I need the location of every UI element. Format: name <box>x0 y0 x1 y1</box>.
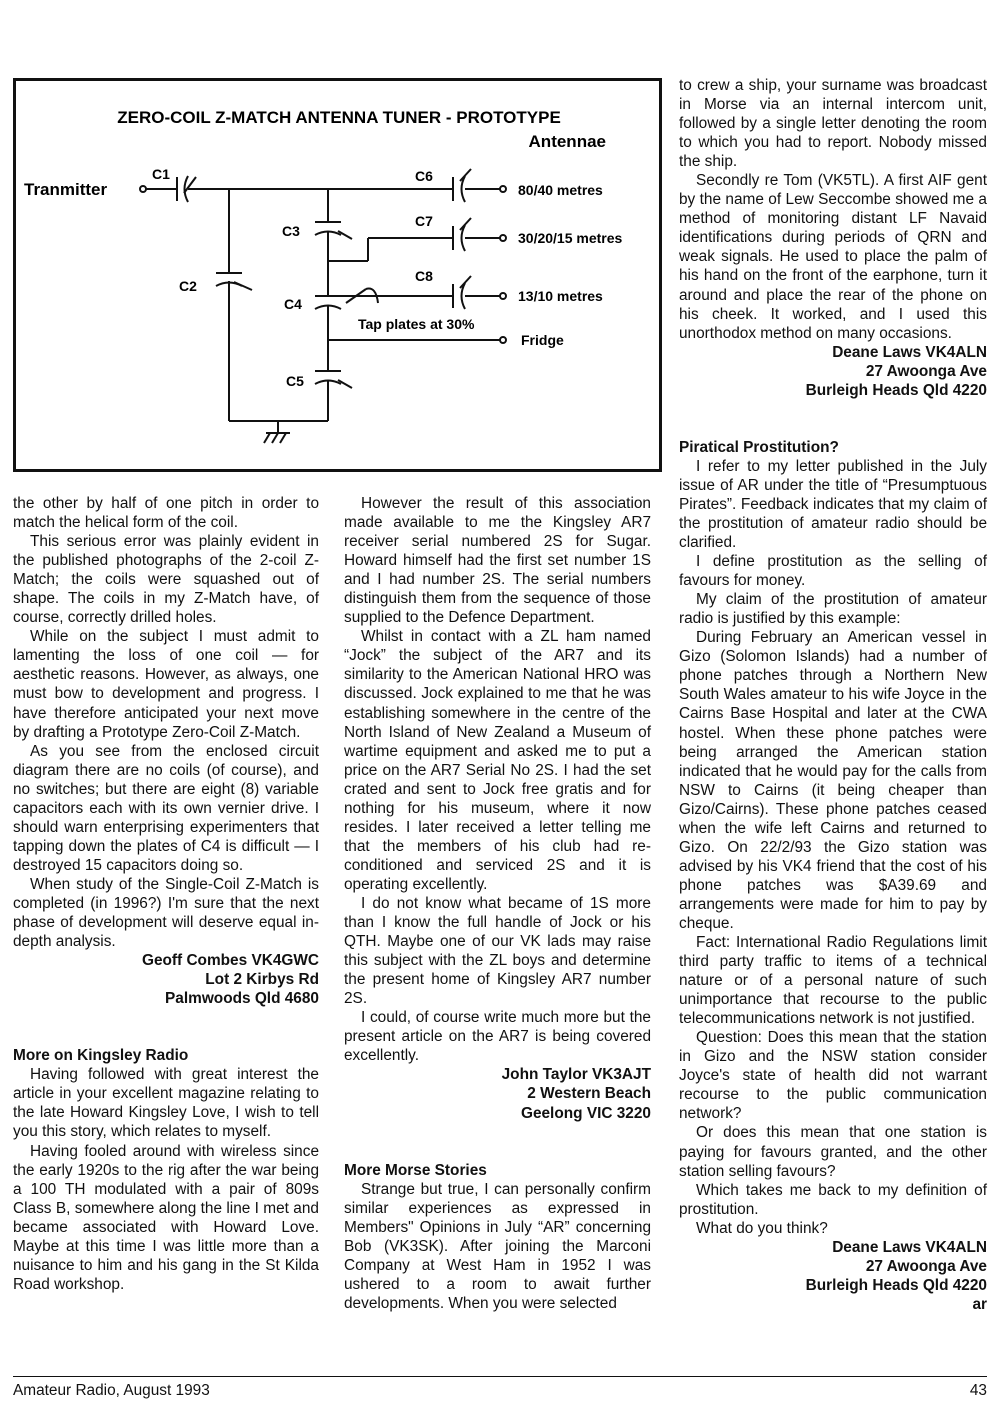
signature-line: 27 Awoonga Ave <box>865 362 987 380</box>
col1-paragraph: While on the subject I must admit to lamenting the loss of one coil — for aesthetic reasons. However, as always, one must bow to development and progress. I have therefore anticipated your next move by drafting a Prototype Zero-Coil Z-Match. <box>13 628 319 741</box>
c4-label: C4 <box>284 296 302 312</box>
output-13-10: 13/10 metres <box>518 288 603 304</box>
col3-paragraph: Or does this mean that one station is paying for favours granted, and the other station selling favours? <box>679 1124 987 1180</box>
col1-paragraph: When study of the Single-Coil Z-Match is completed (in 1996?) I'm sure that the next phase of development will deserve equal in-depth analysis. <box>13 875 319 951</box>
signature-line: 27 Awoonga Ave <box>865 1257 987 1275</box>
col1-paragraph: Having fooled around with wireless since the early 1920s to the rig after the war being a 100 TH modulated with a pair of 809s Class B, somewhere along the line I met and became associated with Howard Love. Maybe at this time I was little more than a nuisance to him and his gang in the St Kilda Road workshop. <box>13 1142 319 1293</box>
c3-label: C3 <box>282 223 300 239</box>
col2-paragraph: Whilst in contact with a ZL ham named “Jock” the subject of the AR7 and its similarity to the American National HRO was discussed. Jock explained to me that he was establishing somewhere in the centre of the North Island of New Zealand a Museum of wartime equipment and asked me to put a price on the AR7 Serial No 2S. I had the set crated and sent to Jock free gratis and for nothing for his museum, where it now resides. I later received a letter telling me that the members of his club had re-conditioned and serviced 2S and it is operating excellently. <box>344 628 651 893</box>
col3-paragraph: I define prostitution as the selling of favours for money. <box>679 553 987 590</box>
circuit-figure <box>13 78 662 472</box>
footer-publication: Amateur Radio, August 1993 <box>13 1382 210 1399</box>
col3-paragraph: Secondly re Tom (VK5TL). A first AIF gent by the name of Lew Seccombe showed me a method of monitoring distant LF Navaid identifications during periods of QRN and weak signals. He used to place the palm of his hand on the front of the earphone, turn it around and place the rear of the phone on his cheek. It worked, and I used this unorthodox method on many occasions. <box>679 172 987 342</box>
signature-line: John Taylor VK3AJT <box>501 1066 651 1084</box>
tap-note: Tap plates at 30% <box>358 316 475 332</box>
col3-paragraph: Fact: International Radio Regulations limit third party traffic to items of a technical nature or of a personal nature of such unimportance that recourse to the public telecommunications network is not justified. <box>679 934 987 1028</box>
c1-label: C1 <box>152 166 170 182</box>
output-fridge: Fridge <box>521 332 564 348</box>
col3-paragraph: to crew a ship, your surname was broadcast in Morse via an internal intercom unit, followed by a single letter denoting the room to which you had to report. Nobody missed the ship. <box>679 77 987 171</box>
c6-label: C6 <box>415 168 433 184</box>
col2-paragraph: I do not know what became of 1S more than I know the full handle of Jock or his QTH. Maybe one of our VK lads may raise this subject with the ZL boys and determine the present home of Kingsley AR7 number 2S. <box>344 894 651 1008</box>
signature-taylor <box>344 1065 651 1122</box>
column-3 <box>679 76 987 1314</box>
col2-paragraph: However the result of this association made available to me the Kingsley AR7 receiver serial numbered 2S for Sugar. Howard himself had the first set number 1S and I had number 2S. The serial numbers distinguish them from the sequence of those supplied to the Defence Department. <box>344 495 651 627</box>
col1-paragraph: As you see from the enclosed circuit diagram there are no coils (of course), and no switches; but there are eight (8) variable capacitors each with its own vernier drive. I should warn enterprising experimenters that tapping down the plates of C4 is difficult — I destroyed 15 capacitors doing so. <box>13 742 319 874</box>
c8-label: C8 <box>415 268 433 284</box>
circuit-diagram <box>16 81 665 475</box>
end-mark: ar <box>972 1295 987 1313</box>
output-30-20-15: 30/20/15 metres <box>518 230 623 246</box>
col1-paragraph: This serious error was plainly evident in the published photographs of the 2-coil Z-Match; the coils were squashed out of shape. The coils in my Z-Match have, of course, correctly drilled holes. <box>13 533 319 627</box>
c5-label: C5 <box>286 373 304 389</box>
page-footer <box>13 1376 987 1399</box>
heading-kingsley-radio: More on Kingsley Radio <box>13 1047 189 1065</box>
col1-paragraph: Having followed with great interest the article in your excellent magazine relating to the late Howard Kingsley Love, I wish to tell you this story, which relates to myself. <box>13 1066 319 1141</box>
signature-reynolds <box>679 343 987 400</box>
col3-paragraph: Question: Does this mean that the station in Gizo and the NSW station consider Joyce's state of health did not warrant recourse to the public communication network? <box>679 1029 987 1123</box>
col2-paragraph: I could, of course write much more but the present article on the AR7 is being covered excellently. <box>344 1009 651 1065</box>
c7-label: C7 <box>415 213 433 229</box>
signature-line: Lot 2 Kirbys Rd <box>205 971 319 989</box>
signature-line: Burleigh Heads Qld 4220 <box>805 381 987 399</box>
signature-line: 2 Western Beach <box>527 1085 651 1103</box>
col2-paragraph: Strange but true, I can personally confirm similar experiences as expressed in Members" Opinions in July “AR” concerning Bob (VK3SK). After joining the Marconi Company at West Ham in 1952 I was ushered to a room to await further developments. When you were selected <box>344 1180 651 1312</box>
col3-paragraph: My claim of the prostitution of amateur radio is justified by this example: <box>679 591 987 628</box>
signature-line: Palmwoods Qld 4680 <box>165 990 319 1008</box>
transmitter-label: Tranmitter <box>24 180 108 199</box>
col3-paragraph: What do you think? <box>696 1219 828 1237</box>
input-terminal <box>140 186 146 192</box>
heading-piratical-prostitution: Piratical Prostitution? <box>679 438 839 456</box>
signature-laws <box>679 1238 987 1314</box>
antennae-label: Antennae <box>528 132 606 151</box>
col3-paragraph: Which takes me back to my definition of prostitution. <box>679 1181 987 1218</box>
signature-line: Deane Laws VK4ALN <box>832 343 987 361</box>
signature-line: Deane Laws VK4ALN <box>832 1238 987 1256</box>
column-2 <box>344 494 651 1313</box>
output-80-40: 80/40 metres <box>518 182 603 198</box>
c2-label: C2 <box>179 278 197 294</box>
signature-line: Geoff Combes VK4GWC <box>141 952 319 970</box>
col3-paragraph: I refer to my letter published in the July issue of AR under the title of “Presumptuous Pirates”. Feedback indicates that my claim of the prostitution of amateur radio should be clarified. <box>679 457 987 552</box>
page-number: 43 <box>969 1382 987 1399</box>
figure-title: ZERO-COIL Z-MATCH ANTENNA TUNER - PROTOTYPE <box>117 108 561 127</box>
column-1 <box>13 494 319 1294</box>
signature-combes <box>13 951 319 1008</box>
heading-morse-stories: More Morse Stories <box>344 1161 487 1179</box>
col1-paragraph: the other by half of one pitch in order to match the helical form of the coil. <box>13 495 319 532</box>
signature-line: Burleigh Heads Qld 4220 <box>805 1276 987 1294</box>
col3-paragraph: During February an American vessel in Gizo (Solomon Islands) had a number of phone patches through a Northern New South Wales amateur to his wife Joyce in the Cairns Base Hospital and later at the CWA hostel. When these phone patches were being arranged the American station indicated that he would pay for the calls from NSW to Cairns (it being cheaper than Gizo/Cairns). These phone patches ceased when the wife left Cairns and returned to Gizo. On 22/2/93 the Gizo station was advised by his VK4 friend that the cost of his phone patches was $A39.69 and arrangements were made for him to pay by cheque. <box>679 629 987 932</box>
signature-line: Geelong VIC 3220 <box>520 1104 651 1122</box>
